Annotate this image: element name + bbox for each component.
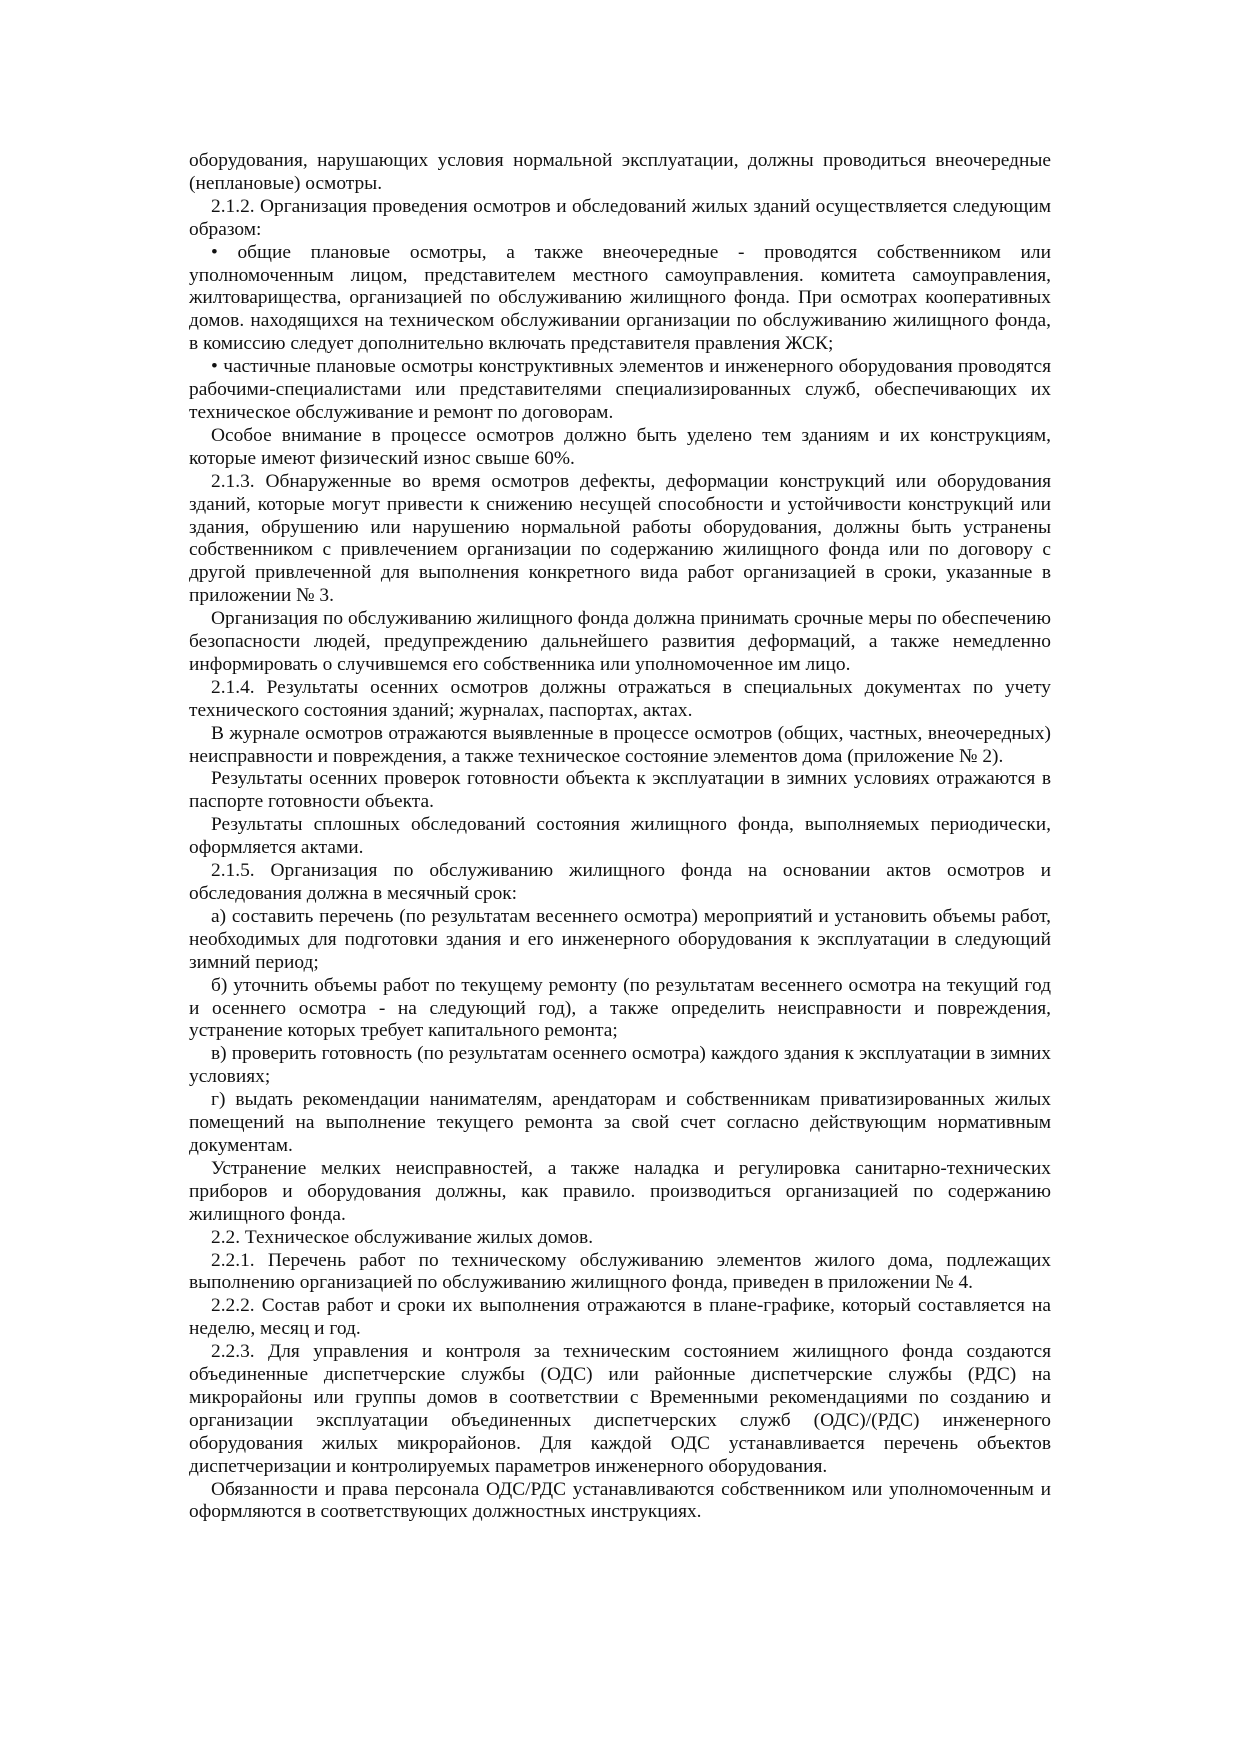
paragraph-2-2-1: 2.2.1. Перечень работ по техническому обслуживанию элементов жилого дома, подлежащих выполнению организацией по обслуживанию жилищного фонда, приведен в приложении № 4. [189, 1249, 1051, 1294]
list-item-b: б) уточнить объемы работ по текущему ремонту (по результатам весеннего осмотра на текущий год и осеннего осмотра - на следующий год), а также определить неисправности и повреждения, устранение которых требует капитального ремонта; [189, 974, 1051, 1042]
paragraph-survey-results: Результаты сплошных обследований состояния жилищного фонда, выполняемых периодически, оформляется актами. [189, 814, 1051, 859]
bullet-partial-inspections: • частичные плановые осмотры конструктивных элементов и инженерного оборудования проводятся рабочими-специалистами или представителями специализированных служб, обеспечивающих их техническое обслуживание и ремонт по договорам. [189, 356, 1051, 423]
paragraph-2-1-5: 2.1.5. Организация по обслуживанию жилищного фонда на основании актов осмотров и обследования должна в месячный срок: [189, 860, 1051, 904]
list-item-v: в) проверить готовность (по результатам осеннего осмотра) каждого здания к эксплуатации в зимних условиях; [189, 1043, 1051, 1088]
paragraph-2-1-2: 2.1.2. Организация проведения осмотров и обследований жилых зданий осуществляется следующим образом: [189, 195, 1051, 240]
paragraph-continuation: оборудования, нарушающих условия нормальной эксплуатации, должны проводиться внеочередные (неплановые) осмотры. [189, 150, 1051, 194]
document-body [189, 150, 1051, 1524]
paragraph-autumn-results: Результаты осенних проверок готовности объекта к эксплуатации в зимних условиях отражаются в паспорте готовности объекта. [189, 768, 1051, 813]
bullet-general-inspections: • общие плановые осмотры, а также внеочередные - проводятся собственником или уполномоченным лицом, представителем местного самоуправления. комитета самоуправления, жилтоварищества, организацией по обслуживанию жилищного фонда. При осмотрах кооперативных домов. находящихся на техническом обслуживании организации по обслуживанию жилищного фонда, в комиссию следует дополнительно включать представителя правления ЖСК; [189, 241, 1051, 355]
paragraph-minor-repairs: Устранение мелких неисправностей, а также наладка и регулировка санитарно-технических приборов и оборудования должны, как правило. производиться организацией по содержанию жилищного фонда. [189, 1157, 1051, 1225]
paragraph-2-1-3: 2.1.3. Обнаруженные во время осмотров дефекты, деформации конструкций или оборудования зданий, которые могут привести к снижению несущей способности и устойчивости конструкций или здания, обрушению или нарушению нормальной работы оборудования, должны быть устранены собственником с привлечением организации по содержанию жилищного фонда или по договору с другой привлеченной для выполнения конкретного вида работ организацией в сроки, указанные в приложении № 3. [189, 470, 1051, 607]
paragraph-special-attention: Особое внимание в процессе осмотров должно быть уделено тем зданиям и их конструкциям, которые имеют физический износ свыше 60%. [189, 424, 1051, 469]
paragraph-urgent-measures: Организация по обслуживанию жилищного фонда должна принимать срочные меры по обеспечению безопасности людей, предупреждению дальнейшего развития деформаций, а также немедленно информировать о случившемся его собственника или уполномоченное им лицо. [189, 608, 1051, 675]
list-item-g: г) выдать рекомендации нанимателям, арендаторам и собственникам приватизированных жилых помещений на выполнение текущего ремонта за свой счет согласно действующим нормативным документам. [189, 1089, 1051, 1156]
paragraph-inspection-journal: В журнале осмотров отражаются выявленные в процессе осмотров (общих, частных, внеочередных) неисправности и повреждения, а также техническое состояние элементов дома (приложение № 2). [189, 722, 1051, 767]
section-heading-2-2: 2.2. Техническое обслуживание жилых домов. [211, 1226, 594, 1248]
list-item-a: а) составить перечень (по результатам весеннего осмотра) мероприятий и установить объемы работ, необходимых для подготовки здания и его инженерного оборудования к эксплуатации в следующий зимний период; [189, 905, 1051, 973]
paragraph-staff-duties: Обязанности и права персонала ОДС/РДС устанавливаются собственником или уполномоченным и оформляются в соответствующих должностных инструкциях. [189, 1478, 1051, 1523]
paragraph-2-1-4: 2.1.4. Результаты осенних осмотров должны отражаться в специальных документах по учету технического состояния зданий; журналах, паспортах, актах. [189, 676, 1051, 721]
paragraph-2-2-2: 2.2.2. Состав работ и сроки их выполнения отражаются в плане-графике, который составляется на неделю, месяц и год. [189, 1295, 1051, 1340]
paragraph-2-2-3: 2.2.3. Для управления и контроля за техническим состоянием жилищного фонда создаются объединенные диспетчерские службы (ОДС) или районные диспетчерские службы (РДС) на микрорайоны или группы домов в соответствии с Временными рекомендациями по созданию и организации эксплуатации объединенных диспетчерских служб (ОДС)/(РДС) инженерного оборудования жилых микрорайонов. Для каждой ОДС устанавливается перечень объектов диспетчеризации и контролируемых параметров инженерного оборудования. [189, 1341, 1051, 1477]
